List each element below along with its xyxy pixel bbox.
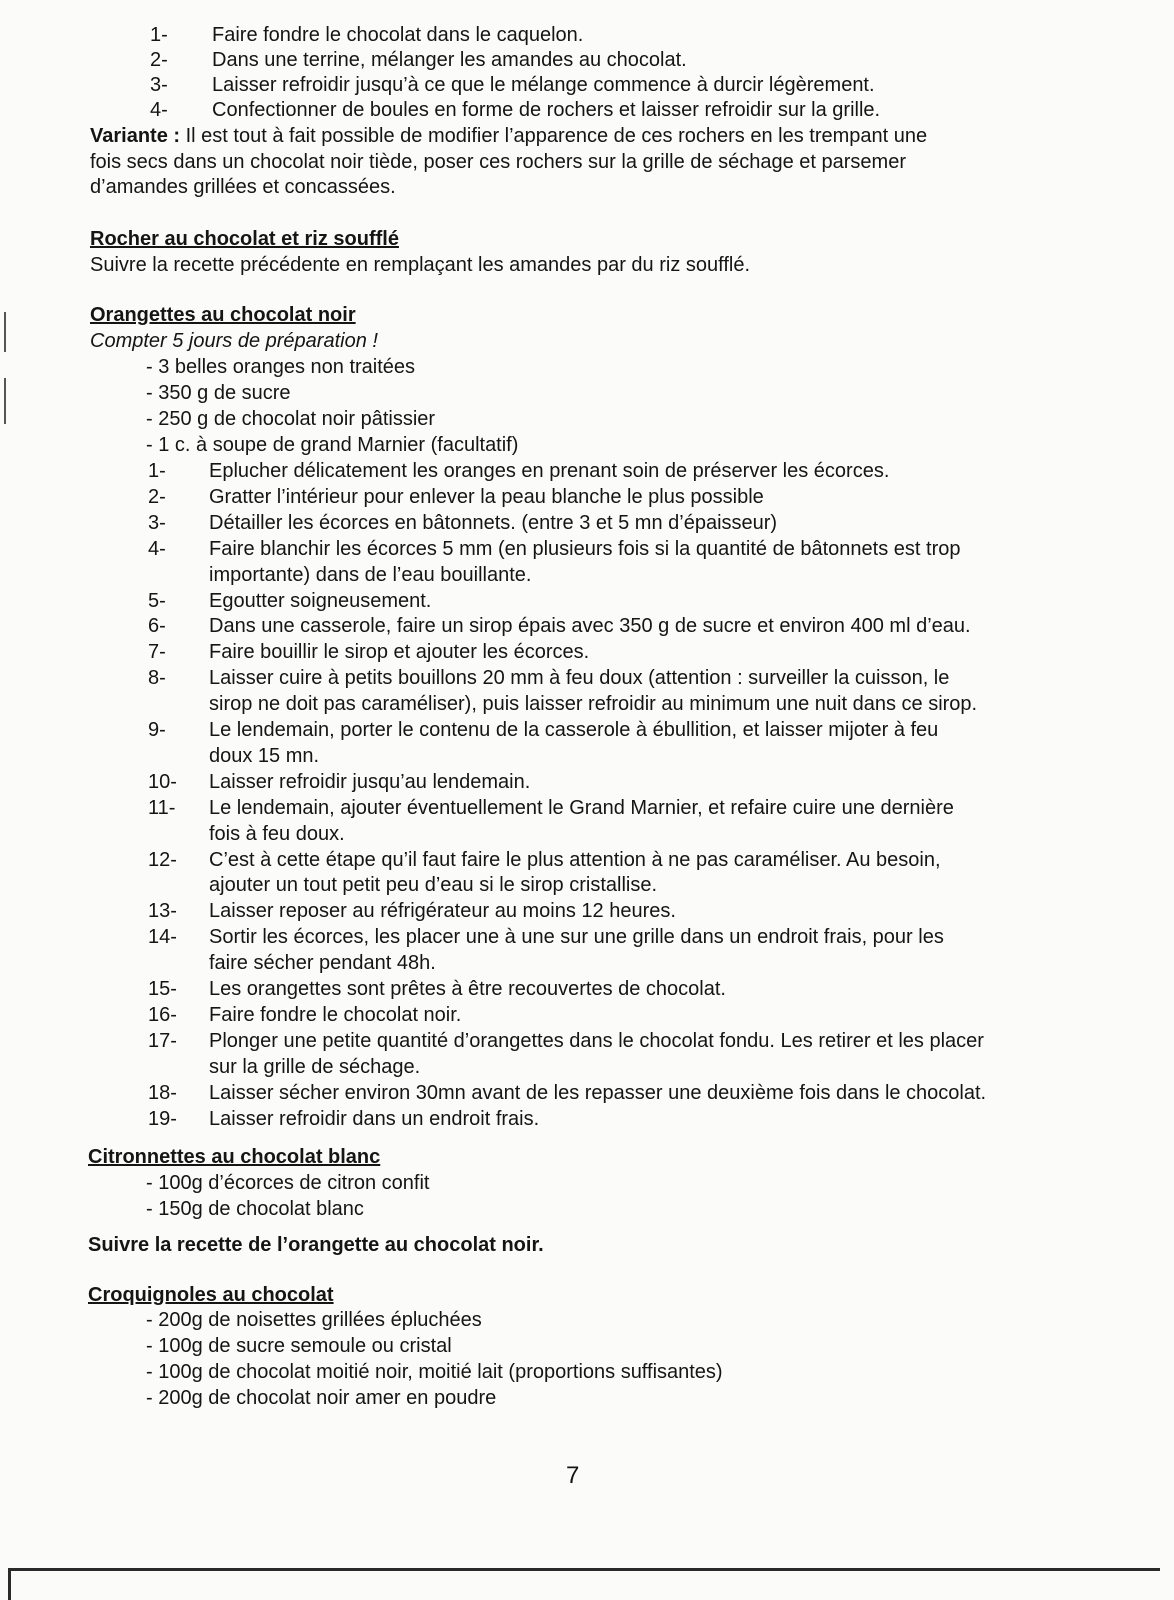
step-text: Sortir les écorces, les placer une à une sur une grille dans un endroit frais, pour les [209, 926, 944, 949]
step-number: 14- [148, 926, 177, 949]
variante-label: Variante : [90, 125, 181, 147]
step-text: Le lendemain, porter le contenu de la casserole à ébullition, et laisser mijoter à feu [209, 719, 939, 741]
step-text: Egoutter soigneusement. [209, 589, 432, 612]
recipe-subtitle: Compter 5 jours de préparation ! [90, 330, 378, 352]
recipe-text: Suivre la recette précédente en remplaçant les amandes par du riz soufflé. [90, 254, 750, 276]
recipe-title: Croquignoles au chocolat [88, 1284, 334, 1306]
step-number: 18- [148, 1081, 177, 1104]
step-number: 1- [148, 460, 166, 482]
step-number: 12- [148, 848, 177, 871]
ingredient-item: - 3 belles oranges non traitées [146, 356, 416, 378]
variante-text: Il est tout à fait possible de modifier l’apparence de ces rochers en les trempant une [185, 125, 928, 147]
step-text: Dans une terrine, mélanger les amandes au chocolat. [212, 49, 687, 71]
ingredient-item: - 100g de sucre semoule ou cristal [146, 1335, 452, 1357]
step-text: importante) dans de l’eau bouillante. [209, 563, 532, 586]
step-number: 1- [150, 24, 168, 46]
recipe-title: Orangettes au chocolat noir [90, 304, 356, 326]
ingredient-item: - 100g de chocolat moitié noir, moitié lait (proportions suffisantes) [146, 1361, 723, 1383]
scan-mark [4, 378, 6, 424]
scan-mark [4, 312, 6, 352]
bottom-rule-corner [8, 1568, 11, 1600]
ingredient-item: - 250 g de chocolat noir pâtissier [146, 408, 436, 430]
step-number: 17- [148, 1029, 177, 1052]
ingredient-item: - 150g de chocolat blanc [146, 1198, 364, 1220]
variante-text: d’amandes grillées et concassées. [90, 176, 396, 198]
step-text: Faire fondre le chocolat dans le caquelon. [212, 24, 584, 46]
step-number: 5- [148, 589, 166, 612]
step-number: 2- [150, 49, 168, 71]
step-number: 16- [148, 1003, 177, 1026]
step-number: 4- [150, 99, 168, 121]
step-number: 10- [148, 770, 177, 793]
step-number: 7- [148, 641, 166, 664]
step-number: 19- [148, 1107, 177, 1130]
step-text: Le lendemain, ajouter éventuellement le Grand Marnier, et refaire cuire une dernière [209, 796, 954, 819]
step-number: 3- [148, 511, 166, 534]
step-text: Laisser refroidir dans un endroit frais. [209, 1107, 540, 1130]
step-number: 6- [148, 615, 166, 638]
step-number: 15- [148, 978, 177, 1000]
ingredient-item: - 200g de chocolat noir amer en poudre [146, 1387, 497, 1409]
step-text: Gratter l’intérieur pour enlever la peau blanche le plus possible [209, 485, 764, 508]
recipe-title: Rocher au chocolat et riz soufflé [90, 228, 399, 250]
step-text: sirop ne doit pas caraméliser), puis laisser refroidir au minimum une nuit dans ce sirop. [209, 693, 978, 716]
step-text: Faire bouillir le sirop et ajouter les écorces. [209, 641, 590, 664]
step-number: 3- [150, 74, 168, 96]
bottom-rule [10, 1568, 1160, 1571]
step-number: 8- [148, 667, 166, 690]
step-text: Les orangettes sont prêtes à être recouvertes de chocolat. [209, 978, 726, 1000]
step-text: C’est à cette étape qu’il faut faire le plus attention à ne pas caraméliser. Au besoin, [209, 848, 941, 871]
step-text: Dans une casserole, faire un sirop épais avec 350 g de sucre et environ 400 ml d’eau. [209, 615, 971, 638]
ingredient-item: - 350 g de sucre [146, 382, 291, 404]
step-text: ajouter un tout petit peu d’eau si le sirop cristallise. [209, 874, 658, 897]
step-text: Faire blanchir les écorces 5 mm (en plusieurs fois si la quantité de bâtonnets est trop [209, 537, 961, 560]
step-text: Laisser refroidir jusqu’à ce que le mélange commence à durcir légèrement. [212, 74, 875, 96]
step-text: doux 15 mn. [209, 744, 320, 767]
recipe-title: Citronnettes au chocolat blanc [88, 1146, 381, 1168]
step-text: Eplucher délicatement les oranges en prenant soin de préserver les écorces. [209, 460, 890, 482]
step-text: Laisser reposer au réfrigérateur au moins 12 heures. [209, 900, 676, 923]
recipe-note: Suivre la recette de l’orangette au chocolat noir. [88, 1234, 544, 1256]
step-text: Faire fondre le chocolat noir. [209, 1003, 462, 1026]
step-text: Confectionner de boules en forme de rochers et laisser refroidir sur la grille. [212, 99, 881, 121]
step-text: Laisser sécher environ 30mn avant de les repasser une deuxième fois dans le chocolat. [209, 1081, 987, 1104]
step-text: Détailler les écorces en bâtonnets. (entre 3 et 5 mn d’épaisseur) [209, 511, 778, 534]
page-number: 7 [566, 1462, 580, 1489]
step-text: Laisser refroidir jusqu’au lendemain. [209, 770, 531, 793]
step-text: sur la grille de séchage. [209, 1055, 421, 1078]
variante-text: fois secs dans un chocolat noir tiède, poser ces rochers sur la grille de séchage et parsemer [90, 151, 906, 173]
step-number: 4- [148, 537, 166, 560]
variante-paragraph [90, 123, 927, 149]
step-number: 2- [148, 485, 166, 508]
ingredient-item: - 1 c. à soupe de grand Marnier (facultatif) [146, 434, 519, 456]
ingredient-item: - 100g d’écorces de citron confit [146, 1172, 430, 1194]
step-number: 9- [148, 719, 166, 741]
step-number: 13- [148, 900, 177, 923]
step-text: faire sécher pendant 48h. [209, 952, 436, 975]
step-text: fois à feu doux. [209, 822, 345, 845]
step-number: 11- [148, 796, 176, 819]
ingredient-item: - 200g de noisettes grillées épluchées [146, 1309, 482, 1331]
step-text: Plonger une petite quantité d’orangettes dans le chocolat fondu. Les retirer et les placer [209, 1029, 984, 1052]
step-text: Laisser cuire à petits bouillons 20 mm à feu doux (attention : surveiller la cuisson, le [209, 667, 950, 690]
